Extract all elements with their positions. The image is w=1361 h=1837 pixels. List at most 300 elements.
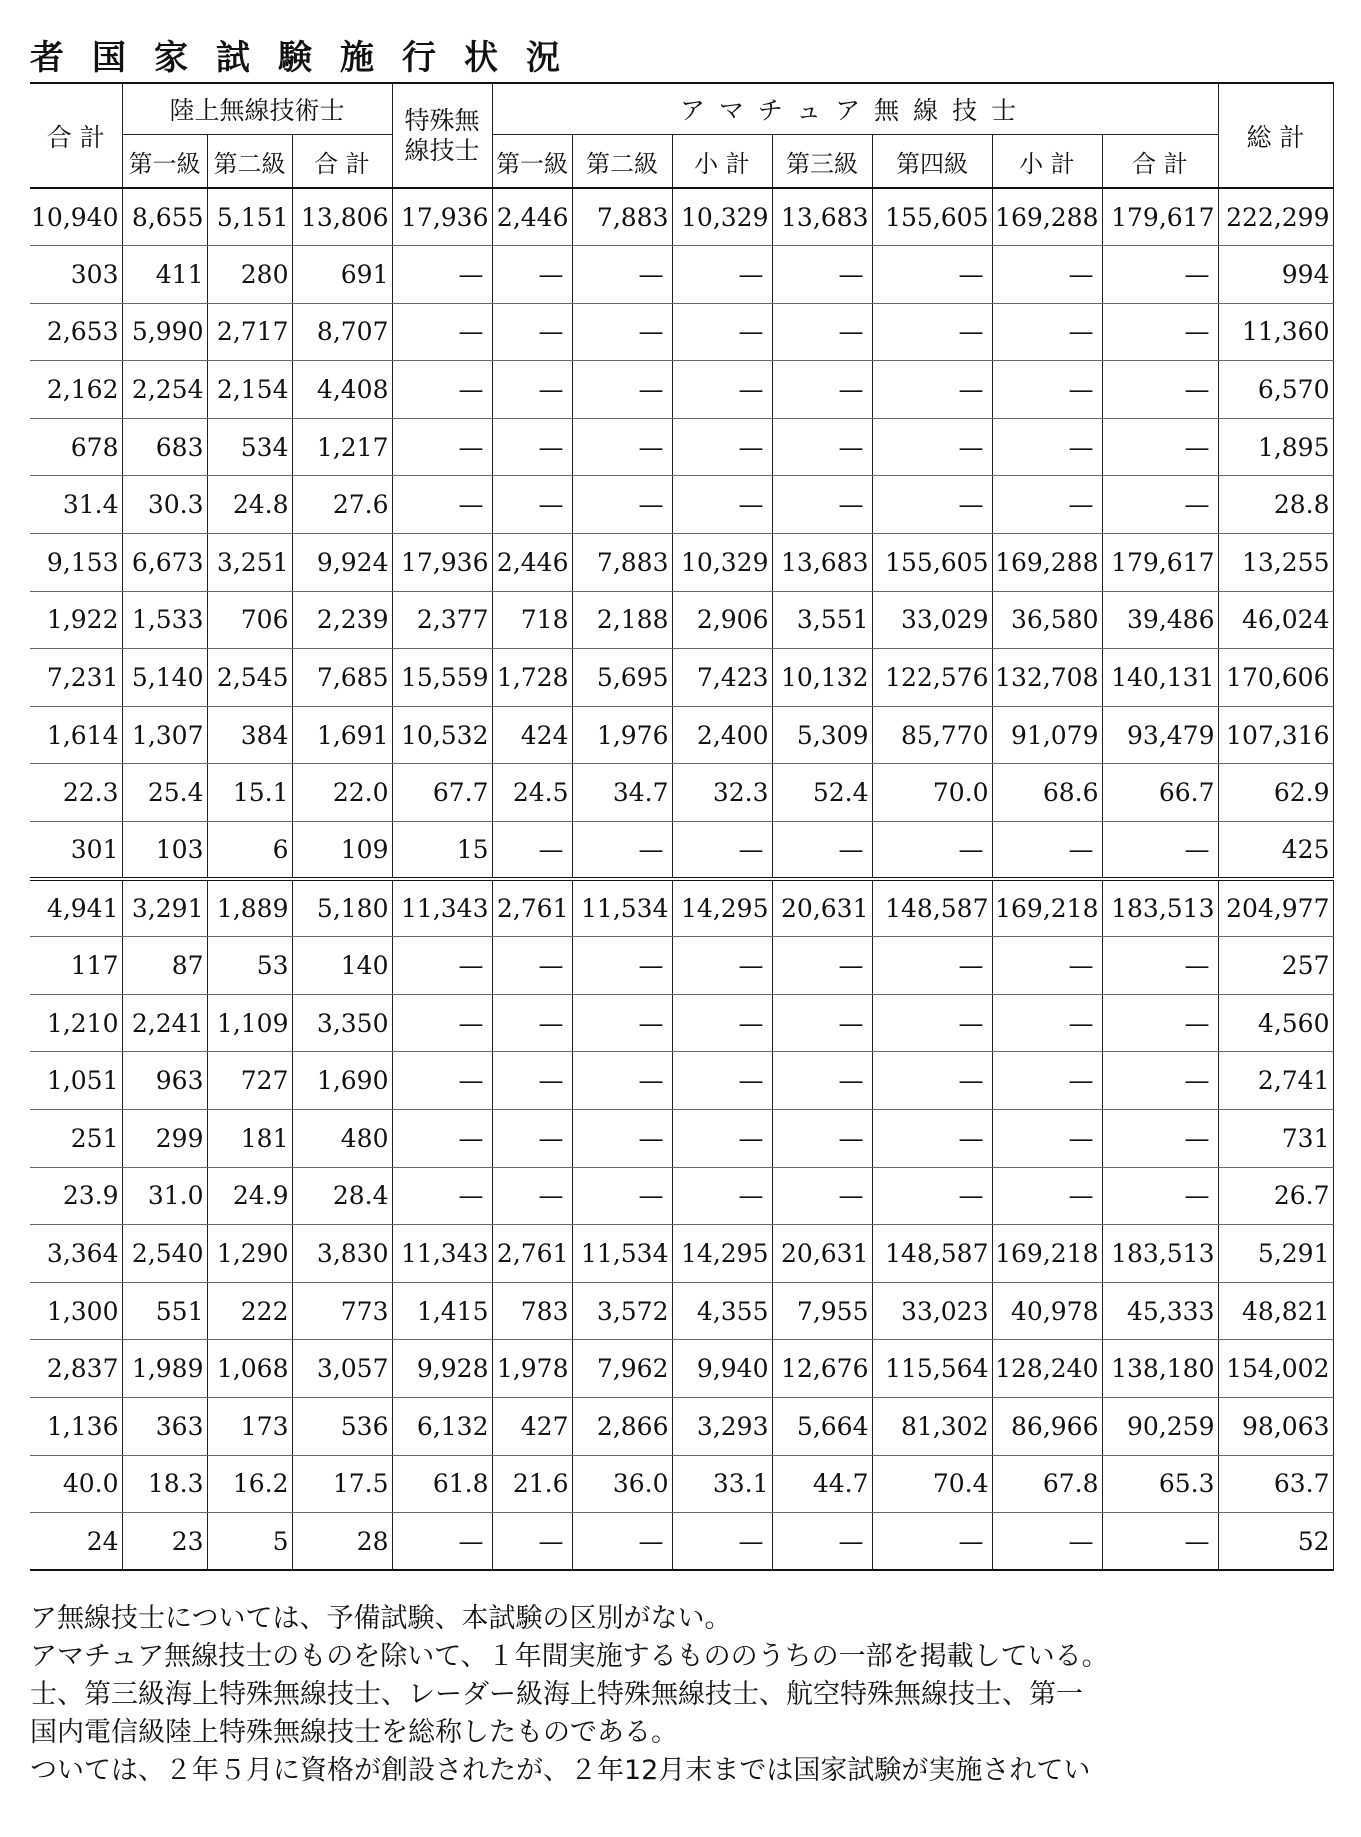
table-body	[30, 188, 1333, 1570]
table-cell: 411	[122, 246, 207, 304]
table-cell: 9,940	[672, 1340, 772, 1398]
table-cell: 10,940	[30, 188, 122, 246]
table-cell: 14,295	[672, 1225, 772, 1283]
table-row	[30, 1167, 1333, 1225]
table-cell: 731	[1218, 1110, 1333, 1168]
table-cell: —	[672, 1110, 772, 1168]
table-cell: —	[572, 1110, 672, 1168]
table-cell: —	[772, 1052, 872, 1110]
table-cell: 1,978	[492, 1340, 572, 1398]
table-row	[30, 879, 1333, 937]
table-cell: 30.3	[122, 476, 207, 534]
table-cell: —	[992, 303, 1102, 361]
table-cell: —	[392, 1513, 492, 1571]
table-cell: 44.7	[772, 1455, 872, 1513]
table-cell: 2,653	[30, 303, 122, 361]
table-cell: 2,761	[492, 1225, 572, 1283]
table-cell: —	[492, 246, 572, 304]
table-cell: 33,023	[872, 1282, 992, 1340]
table-cell: —	[872, 246, 992, 304]
table-cell: 2,540	[122, 1225, 207, 1283]
table-cell: —	[992, 1052, 1102, 1110]
table-cell: 86,966	[992, 1397, 1102, 1455]
table-cell: 20,631	[772, 879, 872, 937]
table-row	[30, 1225, 1333, 1283]
table-cell: 16.2	[207, 1455, 292, 1513]
table-cell: —	[492, 994, 572, 1052]
table-cell: 170,606	[1218, 649, 1333, 707]
table-cell: —	[672, 361, 772, 419]
table-cell: 551	[122, 1282, 207, 1340]
table-cell: 183,513	[1102, 879, 1218, 937]
table-cell: 4,408	[292, 361, 392, 419]
table-cell: 46,024	[1218, 591, 1333, 649]
table-cell: 181	[207, 1110, 292, 1168]
table-cell: 11,343	[392, 879, 492, 937]
header-amateur-subtotal-a: 小 計	[672, 135, 772, 189]
table-cell: 536	[292, 1397, 392, 1455]
table-cell: 117	[30, 937, 122, 995]
table-cell: 691	[292, 246, 392, 304]
table-cell: —	[672, 303, 772, 361]
table-cell: —	[392, 1110, 492, 1168]
table-cell: 140,131	[1102, 649, 1218, 707]
table-cell: —	[772, 822, 872, 880]
table-row	[30, 476, 1333, 534]
table-cell: —	[572, 937, 672, 995]
table-cell: —	[672, 476, 772, 534]
header-amateur-1: 第一級	[492, 135, 572, 189]
table-cell: —	[1102, 1513, 1218, 1571]
table-cell: 15	[392, 822, 492, 880]
table-row	[30, 764, 1333, 822]
table-cell: —	[872, 418, 992, 476]
table-cell: 132,708	[992, 649, 1102, 707]
table-cell: 4,941	[30, 879, 122, 937]
table-cell: —	[992, 822, 1102, 880]
table-cell: 1,210	[30, 994, 122, 1052]
header-tokushu	[392, 83, 492, 188]
table-cell: —	[392, 303, 492, 361]
table-row	[30, 591, 1333, 649]
table-cell: 3,291	[122, 879, 207, 937]
table-cell: —	[492, 1052, 572, 1110]
table-cell: 179,617	[1102, 534, 1218, 592]
table-cell: 115,564	[872, 1340, 992, 1398]
table-cell: 85,770	[872, 706, 992, 764]
table-cell: 155,605	[872, 534, 992, 592]
table-cell: 68.6	[992, 764, 1102, 822]
table-cell: 480	[292, 1110, 392, 1168]
table-cell: 7,883	[572, 534, 672, 592]
table-cell: 23	[122, 1513, 207, 1571]
table-cell: 63.7	[1218, 1455, 1333, 1513]
table-cell: 2,446	[492, 188, 572, 246]
table-cell: —	[572, 1052, 672, 1110]
table-cell: 53	[207, 937, 292, 995]
table-cell: 5,664	[772, 1397, 872, 1455]
table-cell: 1,889	[207, 879, 292, 937]
table-cell: 98,063	[1218, 1397, 1333, 1455]
table-cell: 678	[30, 418, 122, 476]
table-cell: —	[872, 1513, 992, 1571]
table-row	[30, 188, 1333, 246]
table-cell: —	[1102, 1167, 1218, 1225]
table-cell: 2,254	[122, 361, 207, 419]
table-cell: 148,587	[872, 1225, 992, 1283]
table-row	[30, 937, 1333, 995]
exam-status-table	[30, 82, 1334, 1571]
table-cell: 301	[30, 822, 122, 880]
footnote-2: アマチュア無線技士のものを除いて、１年間実施するもののうちの一部を掲載している。	[30, 1641, 1109, 1672]
table-cell: 683	[122, 418, 207, 476]
table-cell: 17.5	[292, 1455, 392, 1513]
table-cell: —	[872, 361, 992, 419]
table-cell: 1,136	[30, 1397, 122, 1455]
table-cell: 2,162	[30, 361, 122, 419]
table-cell: 48,821	[1218, 1282, 1333, 1340]
table-cell: 15,559	[392, 649, 492, 707]
table-cell: —	[572, 1513, 672, 1571]
table-cell: 28	[292, 1513, 392, 1571]
table-cell: 169,218	[992, 879, 1102, 937]
table-cell: 22.3	[30, 764, 122, 822]
table-cell: 13,255	[1218, 534, 1333, 592]
table-cell: 9,928	[392, 1340, 492, 1398]
header-amateur-2: 第二級	[572, 135, 672, 189]
table-cell: —	[772, 303, 872, 361]
table-cell: —	[1102, 994, 1218, 1052]
table-cell: 33.1	[672, 1455, 772, 1513]
table-cell: —	[392, 418, 492, 476]
table-cell: 183,513	[1102, 1225, 1218, 1283]
table-cell: —	[772, 937, 872, 995]
table-row	[30, 303, 1333, 361]
footnote-4: 国内電信級陸上特殊無線技士を総称したものである。	[30, 1717, 678, 1748]
table-cell: 3,251	[207, 534, 292, 592]
table-cell: —	[492, 1167, 572, 1225]
table-cell: 1,922	[30, 591, 122, 649]
table-cell: 222	[207, 1282, 292, 1340]
table-cell: 1,300	[30, 1282, 122, 1340]
table-cell: 67.7	[392, 764, 492, 822]
table-row	[30, 534, 1333, 592]
header-tokushu-line1: 特殊無	[404, 105, 480, 135]
table-cell: 65.3	[1102, 1455, 1218, 1513]
table-cell: 24.5	[492, 764, 572, 822]
table-cell: 251	[30, 1110, 122, 1168]
table-cell: 11,343	[392, 1225, 492, 1283]
table-cell: 10,532	[392, 706, 492, 764]
table-row	[30, 418, 1333, 476]
table-cell: —	[992, 994, 1102, 1052]
table-cell: 179,617	[1102, 188, 1218, 246]
table-cell: —	[872, 1110, 992, 1168]
table-cell: —	[392, 1052, 492, 1110]
table-row	[30, 246, 1333, 304]
table-cell: —	[392, 476, 492, 534]
table-cell: 8,655	[122, 188, 207, 246]
table-cell: 5,140	[122, 649, 207, 707]
table-cell: 9,924	[292, 534, 392, 592]
table-cell: —	[572, 994, 672, 1052]
table-cell: 66.7	[1102, 764, 1218, 822]
table-cell: 31.0	[122, 1167, 207, 1225]
table-cell: 1,533	[122, 591, 207, 649]
table-cell: 11,534	[572, 1225, 672, 1283]
table-cell: —	[492, 303, 572, 361]
table-row	[30, 1340, 1333, 1398]
table-cell: —	[872, 994, 992, 1052]
table-cell: —	[992, 361, 1102, 419]
table-cell: —	[992, 476, 1102, 534]
table-cell: 1,728	[492, 649, 572, 707]
footnote-1: ア無線技士については、予備試験、本試験の区別がない。	[30, 1603, 732, 1634]
table-cell: —	[392, 361, 492, 419]
table-row	[30, 361, 1333, 419]
header-gokei: 合 計	[30, 83, 122, 188]
table-cell: 7,423	[672, 649, 772, 707]
table-cell: 13,683	[772, 534, 872, 592]
table-cell: 93,479	[1102, 706, 1218, 764]
table-cell: —	[772, 476, 872, 534]
table-cell: 2,906	[672, 591, 772, 649]
table-cell: —	[492, 476, 572, 534]
table-cell: 148,587	[872, 879, 992, 937]
table-cell: —	[492, 418, 572, 476]
table-cell: 5	[207, 1513, 292, 1571]
table-cell: 7,883	[572, 188, 672, 246]
table-cell: 1,217	[292, 418, 392, 476]
table-cell: 28.8	[1218, 476, 1333, 534]
table-cell: 783	[492, 1282, 572, 1340]
header-amateur-subtotal-b: 小 計	[992, 135, 1102, 189]
table-cell: 26.7	[1218, 1167, 1333, 1225]
table-row	[30, 1282, 1333, 1340]
table-cell: 2,761	[492, 879, 572, 937]
table-cell: 3,350	[292, 994, 392, 1052]
table-cell: —	[572, 1167, 672, 1225]
table-cell: —	[572, 476, 672, 534]
table-cell: 5,309	[772, 706, 872, 764]
table-cell: 1,109	[207, 994, 292, 1052]
table-cell: 2,741	[1218, 1052, 1333, 1110]
table-cell: 6,570	[1218, 361, 1333, 419]
header-rikujo-2: 第二級	[207, 135, 292, 189]
table-cell: 1,976	[572, 706, 672, 764]
table-cell: —	[1102, 1052, 1218, 1110]
table-cell: 7,955	[772, 1282, 872, 1340]
table-cell: 140	[292, 937, 392, 995]
table-cell: —	[772, 1110, 872, 1168]
table-cell: 257	[1218, 937, 1333, 995]
table-cell: —	[1102, 418, 1218, 476]
table-cell: —	[492, 822, 572, 880]
table-cell: 963	[122, 1052, 207, 1110]
table-cell: —	[672, 1052, 772, 1110]
table-cell: —	[772, 246, 872, 304]
table-cell: 107,316	[1218, 706, 1333, 764]
table-cell: 1,068	[207, 1340, 292, 1398]
table-cell: 155,605	[872, 188, 992, 246]
table-cell: 39,486	[1102, 591, 1218, 649]
table-cell: 173	[207, 1397, 292, 1455]
table-cell: 299	[122, 1110, 207, 1168]
table-cell: 52.4	[772, 764, 872, 822]
header-amateur-group: アマチュア無線技士	[492, 83, 1218, 135]
table-cell: 1,691	[292, 706, 392, 764]
table-cell: 169,288	[992, 188, 1102, 246]
table-cell: 36.0	[572, 1455, 672, 1513]
table-cell: 28.4	[292, 1167, 392, 1225]
table-cell: 33,029	[872, 591, 992, 649]
table-cell: —	[772, 1167, 872, 1225]
table-cell: 24.8	[207, 476, 292, 534]
table-cell: 534	[207, 418, 292, 476]
table-cell: —	[992, 1167, 1102, 1225]
table-cell: 5,151	[207, 188, 292, 246]
table-cell: 2,241	[122, 994, 207, 1052]
table-cell: 3,364	[30, 1225, 122, 1283]
table-cell: —	[872, 937, 992, 995]
table-cell: 22.0	[292, 764, 392, 822]
table-cell: —	[1102, 1110, 1218, 1168]
table-cell: 81,302	[872, 1397, 992, 1455]
header-rikujo-total: 合 計	[292, 135, 392, 189]
table-cell: 3,572	[572, 1282, 672, 1340]
table-cell: 2,154	[207, 361, 292, 419]
table-cell: 25.4	[122, 764, 207, 822]
table-cell: 1,290	[207, 1225, 292, 1283]
table-cell: 32.3	[672, 764, 772, 822]
table-row	[30, 1052, 1333, 1110]
table-cell: 14,295	[672, 879, 772, 937]
table-cell: 10,329	[672, 188, 772, 246]
table-cell: 128,240	[992, 1340, 1102, 1398]
header-rikujo-1: 第一級	[122, 135, 207, 189]
table-cell: 773	[292, 1282, 392, 1340]
table-cell: 3,293	[672, 1397, 772, 1455]
table-cell: —	[572, 822, 672, 880]
table-cell: 424	[492, 706, 572, 764]
table-cell: —	[672, 1513, 772, 1571]
table-cell: 31.4	[30, 476, 122, 534]
table-cell: 45,333	[1102, 1282, 1218, 1340]
table-cell: 91,079	[992, 706, 1102, 764]
table-cell: 8,707	[292, 303, 392, 361]
table-cell: —	[492, 1110, 572, 1168]
table-cell: 10,329	[672, 534, 772, 592]
table-cell: 34.7	[572, 764, 672, 822]
table-cell: 718	[492, 591, 572, 649]
table-cell: —	[872, 303, 992, 361]
table-cell: 7,685	[292, 649, 392, 707]
table-cell: —	[672, 246, 772, 304]
table-cell: 1,307	[122, 706, 207, 764]
table-cell: —	[872, 822, 992, 880]
table-row	[30, 1110, 1333, 1168]
table-cell: —	[572, 246, 672, 304]
table-cell: 109	[292, 822, 392, 880]
table-cell: —	[1102, 822, 1218, 880]
table-cell: 2,545	[207, 649, 292, 707]
table-cell: 17,936	[392, 534, 492, 592]
table-cell: —	[872, 1052, 992, 1110]
header-tokushu-line2: 線技士	[404, 135, 480, 165]
table-cell: —	[572, 418, 672, 476]
table-cell: —	[1102, 476, 1218, 534]
table-cell: —	[992, 1110, 1102, 1168]
table-cell: 6,132	[392, 1397, 492, 1455]
table-cell: —	[872, 476, 992, 534]
table-cell: 70.4	[872, 1455, 992, 1513]
table-cell: 280	[207, 246, 292, 304]
table-cell: 169,288	[992, 534, 1102, 592]
table-cell: 40.0	[30, 1455, 122, 1513]
table-cell: —	[1102, 303, 1218, 361]
table-cell: 1,051	[30, 1052, 122, 1110]
table-row	[30, 1455, 1333, 1513]
table-cell: 21.6	[492, 1455, 572, 1513]
header-amateur-4: 第四級	[872, 135, 992, 189]
table-cell: 13,683	[772, 188, 872, 246]
table-cell: 7,231	[30, 649, 122, 707]
table-cell: —	[992, 1513, 1102, 1571]
table-cell: 5,291	[1218, 1225, 1333, 1283]
table-cell: —	[492, 937, 572, 995]
table-cell: 67.8	[992, 1455, 1102, 1513]
table-row	[30, 822, 1333, 880]
table-cell: 706	[207, 591, 292, 649]
table-cell: —	[772, 1513, 872, 1571]
table-cell: 10,132	[772, 649, 872, 707]
table-cell: 2,188	[572, 591, 672, 649]
table-cell: 3,830	[292, 1225, 392, 1283]
table-cell: —	[672, 1167, 772, 1225]
table-cell: 2,837	[30, 1340, 122, 1398]
table-cell: 17,936	[392, 188, 492, 246]
table-cell: —	[492, 1513, 572, 1571]
table-cell: 90,259	[1102, 1397, 1218, 1455]
table-cell: 1,415	[392, 1282, 492, 1340]
table-cell: 4,560	[1218, 994, 1333, 1052]
table-cell: 363	[122, 1397, 207, 1455]
table-cell: —	[392, 246, 492, 304]
table-cell: 425	[1218, 822, 1333, 880]
header-rikujo-group: 陸上無線技術士	[122, 83, 392, 135]
table-cell: 40,978	[992, 1282, 1102, 1340]
page-title: 者国家試験施行状況	[30, 38, 588, 78]
table-cell: —	[392, 1167, 492, 1225]
table-cell: 70.0	[872, 764, 992, 822]
table-row	[30, 649, 1333, 707]
table-cell: —	[392, 937, 492, 995]
header-amateur-3: 第三級	[772, 135, 872, 189]
header-amateur-total: 合 計	[1102, 135, 1218, 189]
table-cell: 727	[207, 1052, 292, 1110]
table-row	[30, 1513, 1333, 1571]
table-row	[30, 706, 1333, 764]
table-cell: 23.9	[30, 1167, 122, 1225]
table-cell: —	[992, 418, 1102, 476]
header-sokei: 総 計	[1218, 83, 1333, 188]
table-cell: 103	[122, 822, 207, 880]
table-cell: 24	[30, 1513, 122, 1571]
table-cell: 15.1	[207, 764, 292, 822]
table-cell: 62.9	[1218, 764, 1333, 822]
table-cell: 2,717	[207, 303, 292, 361]
table-cell: 12,676	[772, 1340, 872, 1398]
